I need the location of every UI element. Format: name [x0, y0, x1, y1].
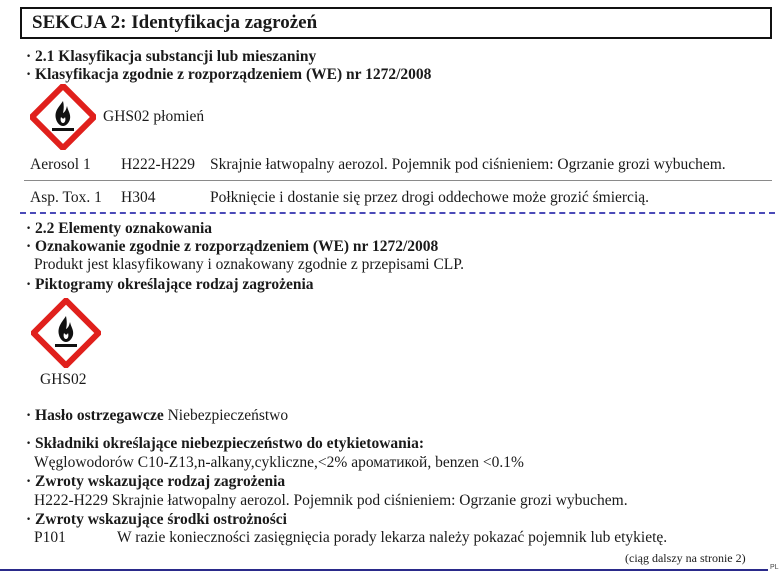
classification-row-aerosol	[30, 156, 91, 174]
footer-mark: PL	[770, 564, 779, 571]
s21-heading-line	[26, 48, 316, 66]
s22-label-heading-line	[26, 238, 438, 256]
signal-word-label: Hasło ostrzegawcze	[35, 407, 164, 424]
s21-pictogram-label: GHS02 płomień	[103, 108, 205, 125]
s22-heading-line	[26, 220, 212, 238]
section-title: SEKCJA 2: Identyfikacja zagrożeń	[32, 12, 318, 33]
bullet: ·	[26, 511, 32, 528]
classification-row-asptox	[30, 189, 102, 207]
s22-label-text: Produkt jest klasyfikowany i oznakowany zgodnie z przepisami CLP.	[34, 256, 465, 273]
precaution-code: P101	[34, 529, 66, 546]
bullet: ·	[26, 407, 32, 424]
components-text: Węglowodorów C10-Z13,n-alkany,cykliczne,<2% ароматикой, benzen <0.1%	[34, 454, 524, 471]
class-codes: H222-H229	[121, 156, 196, 173]
hazard-heading: Zwroty wskazujące rodzaj zagrożenia	[35, 473, 286, 490]
row-divider	[24, 180, 772, 181]
s22-pictogram-code: GHS02	[40, 371, 87, 388]
bullet: ·	[26, 66, 32, 83]
precaution-text: W razie konieczności zasięgnięcia porady lekarza należy pokazać pojemnik lub etykietę.	[117, 529, 668, 546]
signal-word-line	[26, 407, 288, 425]
footer-rule	[0, 569, 768, 571]
class-name: Asp. Tox. 1	[30, 189, 102, 206]
bullet: ·	[26, 276, 32, 293]
s21-heading: 2.1 Klasyfikacja substancji lub mieszaniny	[35, 48, 317, 65]
hazard-heading-line	[26, 473, 285, 491]
signal-word: Niebezpieczeństwo	[167, 407, 289, 424]
section-divider	[20, 212, 775, 214]
s21-subheading-line	[26, 66, 431, 84]
ghs02-flame-icon	[30, 84, 96, 155]
s22-heading: 2.2 Elementy oznakowania	[35, 220, 213, 237]
s22-label-heading: Oznakowanie zgodnie z rozporządzeniem (WE) nr 1272/2008	[35, 238, 439, 255]
section-header	[20, 7, 772, 39]
precaution-heading: Zwroty wskazujące środki ostrożności	[35, 511, 287, 528]
class-codes: H304	[121, 189, 156, 206]
s22-pictograms-heading-line	[26, 276, 314, 294]
bullet: ·	[26, 220, 32, 237]
bullet: ·	[26, 435, 32, 452]
bullet: ·	[26, 238, 32, 255]
ghs02-flame-icon	[31, 298, 101, 373]
continuation-note: (ciąg dalszy na stronie 2)	[625, 551, 746, 565]
precaution-heading-line	[26, 511, 287, 529]
components-heading: Składniki określające niebezpieczeństwo do etykietowania:	[35, 435, 424, 452]
bullet: ·	[26, 48, 32, 65]
bullet: ·	[26, 473, 32, 490]
components-heading-line	[26, 435, 424, 453]
class-name: Aerosol 1	[30, 156, 91, 173]
s22-pictograms-heading: Piktogramy określające rodzaj zagrożenia	[35, 276, 314, 293]
class-text: Połknięcie i dostanie się przez drogi oddechowe może grozić śmiercią.	[210, 189, 650, 206]
hazard-text: H222-H229 Skrajnie łatwopalny aerozol. Pojemnik pod ciśnieniem: Ogrzanie grozi wybuchem.	[34, 492, 628, 509]
s21-subheading: Klasyfikacja zgodnie z rozporządzeniem (WE) nr 1272/2008	[35, 66, 432, 83]
class-text: Skrajnie łatwopalny aerozol. Pojemnik pod ciśnieniem: Ogrzanie grozi wybuchem.	[210, 156, 726, 173]
